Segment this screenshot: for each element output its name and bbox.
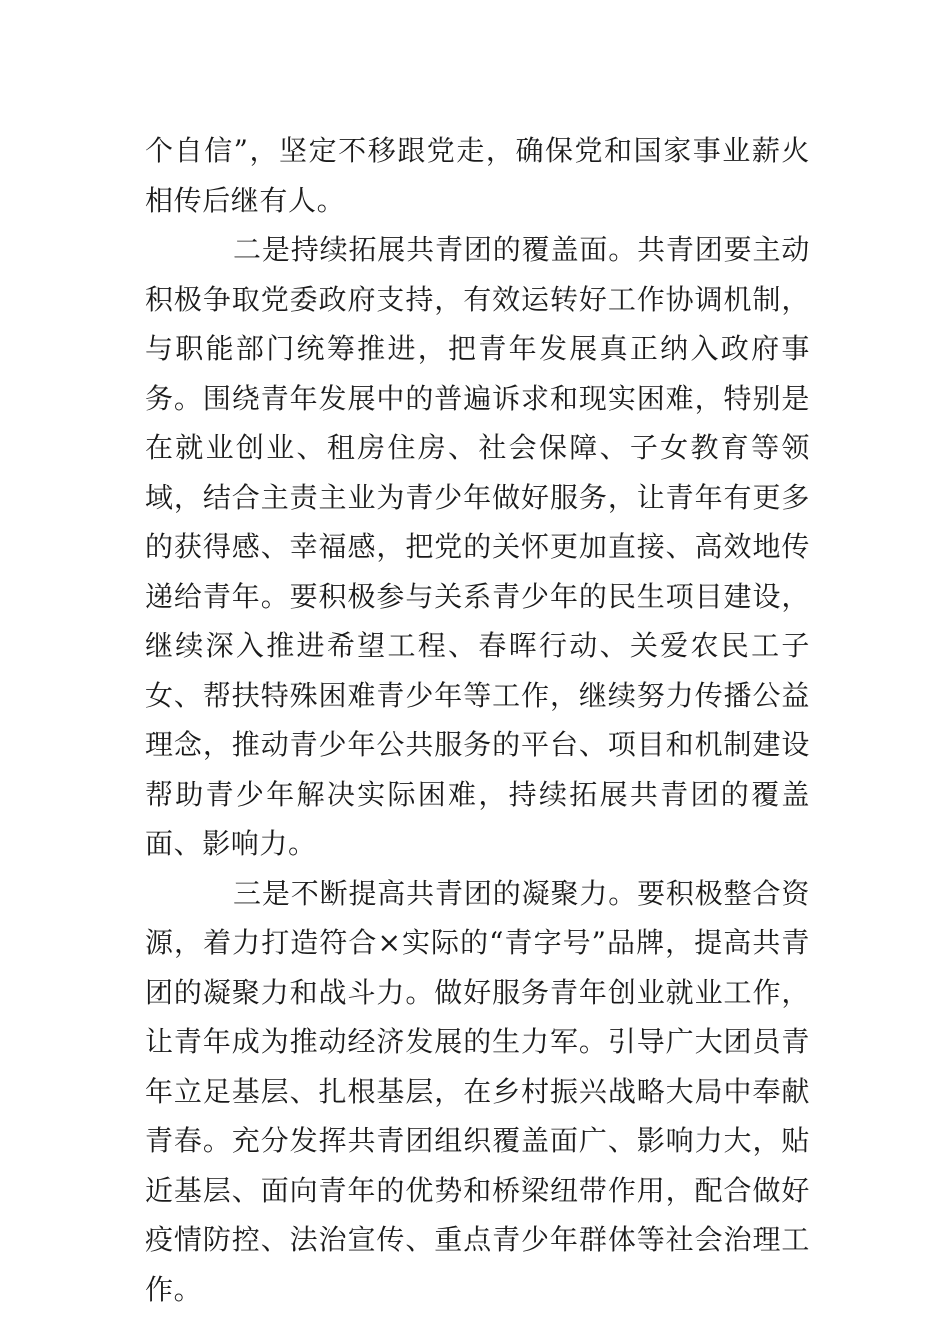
paragraph-coverage: 二是持续拓展共青团的覆盖面。共青团要主动积极争取党委政府支持，有效运转好工作协调机制，与职能部门统筹推进，把青年发展真正纳入政府事务。围绕青年发展中的普遍诉求和现实困难，特别是在就业创业、租房住房、社会保障、子女教育等领域，结合主责主业为青少年做好服务，让青年有更多的获得感、幸福感，把党的关怀更加直接、高效地传递给青年。要积极参与关系青少年的民生项目建设，继续深入推进希望工程、春晖行动、关爱农民工子女、帮扶特殊困难青少年等工作，继续努力传播公益理念，推动青少年公共服务的平台、项目和机制建设帮助青少年解决实际困难，持续拓展共青团的覆盖面、影响力。 [145, 233, 810, 860]
paragraph-continuation: 个自信”，坚定不移跟党走，确保党和国家事业薪火相传后继有人。 [145, 134, 810, 217]
document-body [145, 126, 810, 1314]
paragraph-cohesion: 三是不断提高共青团的凝聚力。要积极整合资源，着力打造符合×实际的“青字号”品牌，提高共青团的凝聚力和战斗力。做好服务青年创业就业工作，让青年成为推动经济发展的生力军。引导广大团员青年立足基层、扎根基层，在乡村振兴战略大局中奉献青春。充分发挥共青团组织覆盖面广、影响力大，贴近基层、面向青年的优势和桥梁纽带作用，配合做好疫情防控、法治宣传、重点青少年群体等社会治理工作。 [145, 876, 810, 1306]
